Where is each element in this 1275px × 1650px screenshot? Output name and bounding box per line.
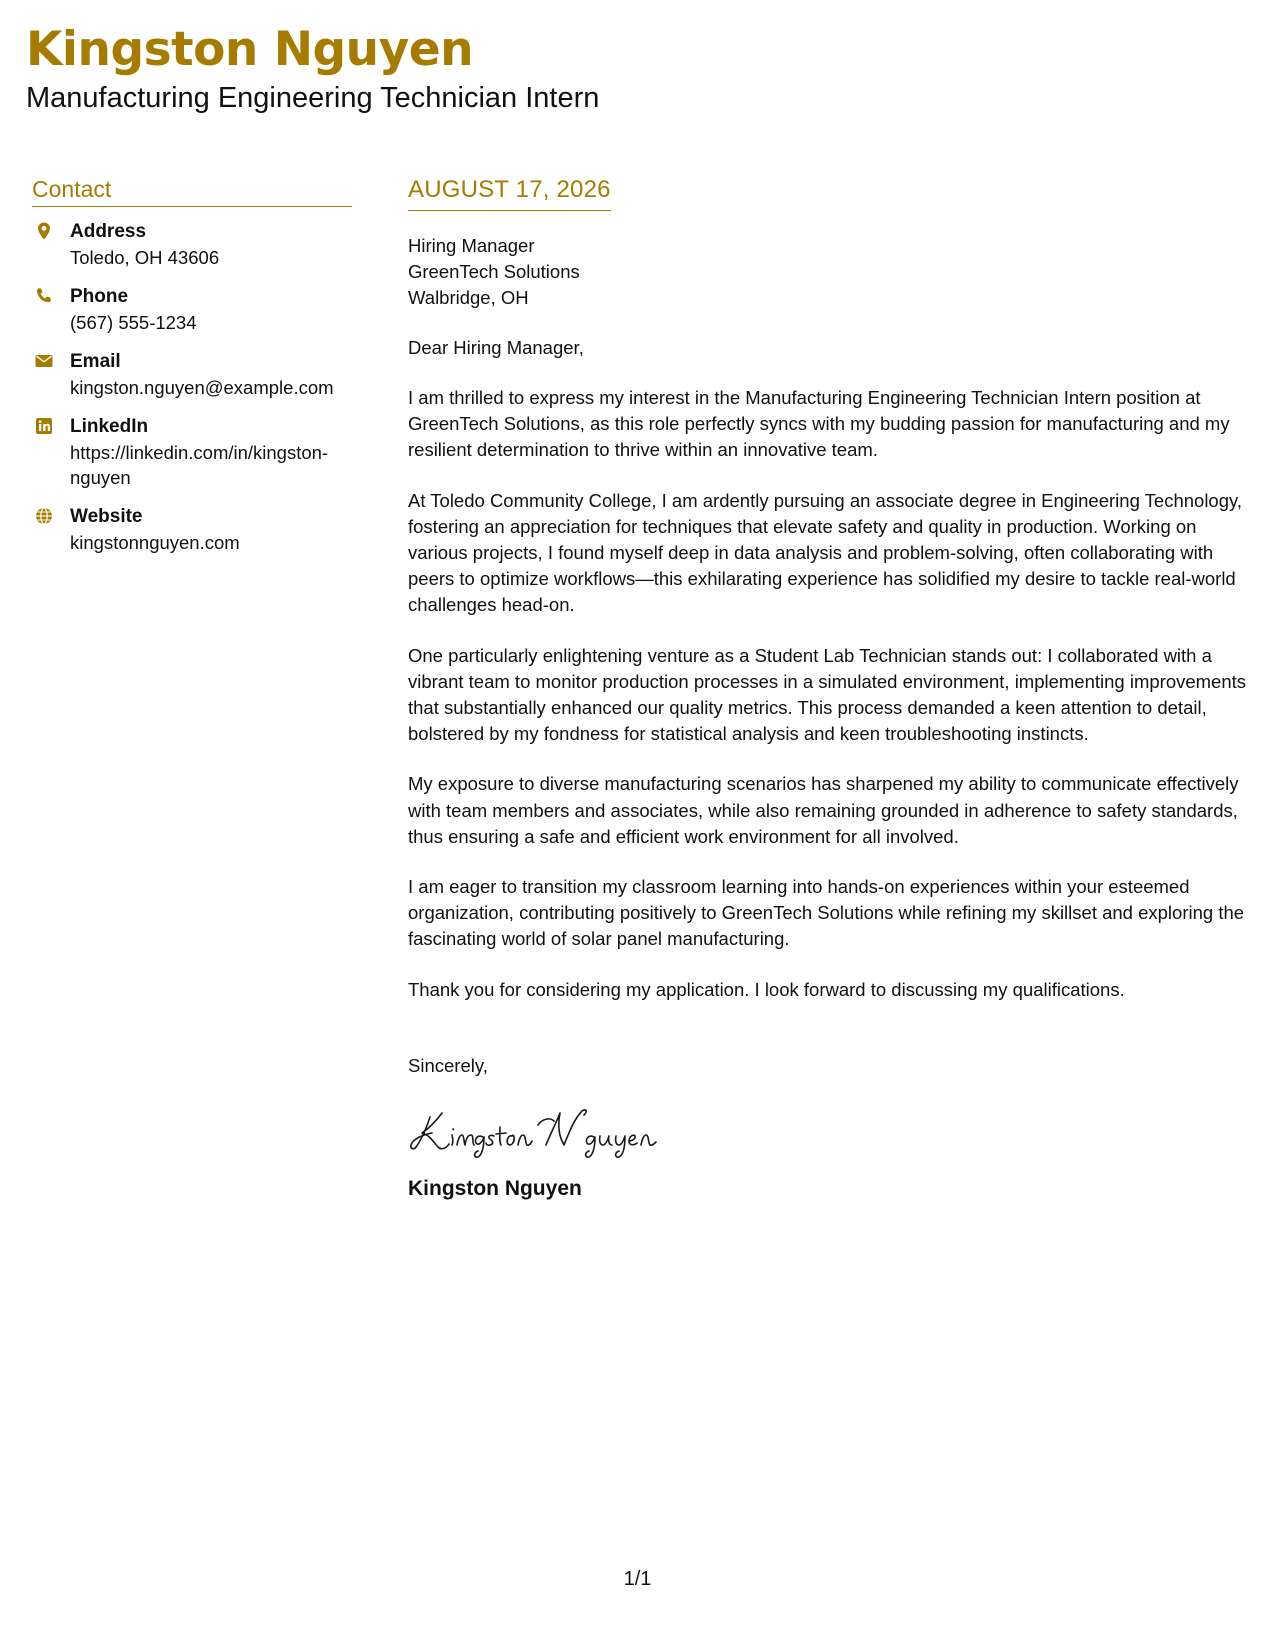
letter-date: AUGUST 17, 2026 bbox=[408, 174, 611, 211]
letter-paragraph: One particularly enlightening venture as a Student Lab Technician stands out: I collaborated with a vibrant team to monitor production processes in a simulated environment, implementing improvements that substantially enhanced our quality metrics. This process demanded a keen attention to detail, bolstered by my fondness for statistical analysis and keen troubleshooting instincts. bbox=[408, 644, 1247, 745]
contact-website bbox=[32, 504, 352, 555]
globe-icon bbox=[34, 506, 54, 526]
contact-address bbox=[32, 219, 352, 270]
recipient-line: Hiring Manager bbox=[408, 235, 535, 256]
contact-value: kingston.nguyen@example.com bbox=[70, 377, 334, 398]
contact-label: Phone bbox=[70, 286, 129, 307]
letter-paragraph: I am eager to transition my classroom learning into hands-on experiences within your esteemed organization, contributing positively to GreenTech Solutions while refining my skillset and exploring the fascinating world of solar panel manufacturing. bbox=[408, 876, 1245, 950]
closing: Sincerely, bbox=[408, 1054, 488, 1076]
letter-paragraph: I am thrilled to express my interest in the Manufacturing Engineering Technician Intern position at GreenTech Solutions, as this role perfectly syncs with my budding passion for manufacturing and my resilient determination to thrive within an innovative team. bbox=[408, 387, 1230, 461]
contact-linkedin bbox=[32, 414, 352, 490]
contact-value: (567) 555-1234 bbox=[70, 312, 197, 333]
contact-value: Toledo, OH 43606 bbox=[70, 247, 220, 268]
letter-paragraph: My exposure to diverse manufacturing scenarios has sharpened my ability to communicate effectively with team members and associates, while also remaining grounded in adherence to safety standards, thus ensuring a safe and efficient work environment for all involved. bbox=[408, 773, 1239, 847]
salutation: Dear Hiring Manager, bbox=[408, 337, 584, 358]
linkedin-icon bbox=[34, 416, 54, 436]
letter-paragraph: At Toledo Community College, I am ardently pursuing an associate degree in Engineering Technology, fostering an appreciation for techniques that elevate safety and quality in production. Working on various projects, I found myself deep in data analysis and problem-solving, often collaborating with peers to optimize workflows—this exhilarating experience has solidified my desire to tackle real-world challenges head-on. bbox=[408, 489, 1243, 616]
phone-icon bbox=[34, 286, 54, 306]
contact-label: Website bbox=[70, 506, 143, 527]
contact-value: https://linkedin.com/in/kingston-nguyen bbox=[70, 442, 329, 488]
recipient-line: GreenTech Solutions bbox=[408, 261, 580, 282]
signer-name: Kingston Nguyen bbox=[408, 1176, 582, 1200]
applicant-name: Kingston Nguyen bbox=[26, 22, 474, 77]
contact-label: LinkedIn bbox=[70, 416, 149, 437]
contact-label: Address bbox=[70, 221, 147, 242]
contact-phone bbox=[32, 284, 352, 335]
contact-label: Email bbox=[70, 351, 121, 372]
contact-sidebar bbox=[32, 174, 352, 569]
letter-body bbox=[408, 174, 1248, 1203]
handwritten-signature bbox=[408, 1099, 668, 1161]
envelope-icon bbox=[34, 351, 54, 371]
map-pin-icon bbox=[34, 221, 54, 241]
recipient-line: Walbridge, OH bbox=[408, 287, 529, 308]
page-number: 1/1 bbox=[623, 1568, 652, 1590]
recipient-block bbox=[408, 233, 1248, 311]
letter-paragraph: Thank you for considering my application. I look forward to discussing my qualifications. bbox=[408, 978, 1125, 1000]
contact-value: kingstonnguyen.com bbox=[70, 532, 240, 553]
contact-email bbox=[32, 349, 352, 400]
job-title: Manufacturing Engineering Technician Intern bbox=[26, 82, 600, 114]
contact-heading: Contact bbox=[32, 174, 352, 207]
